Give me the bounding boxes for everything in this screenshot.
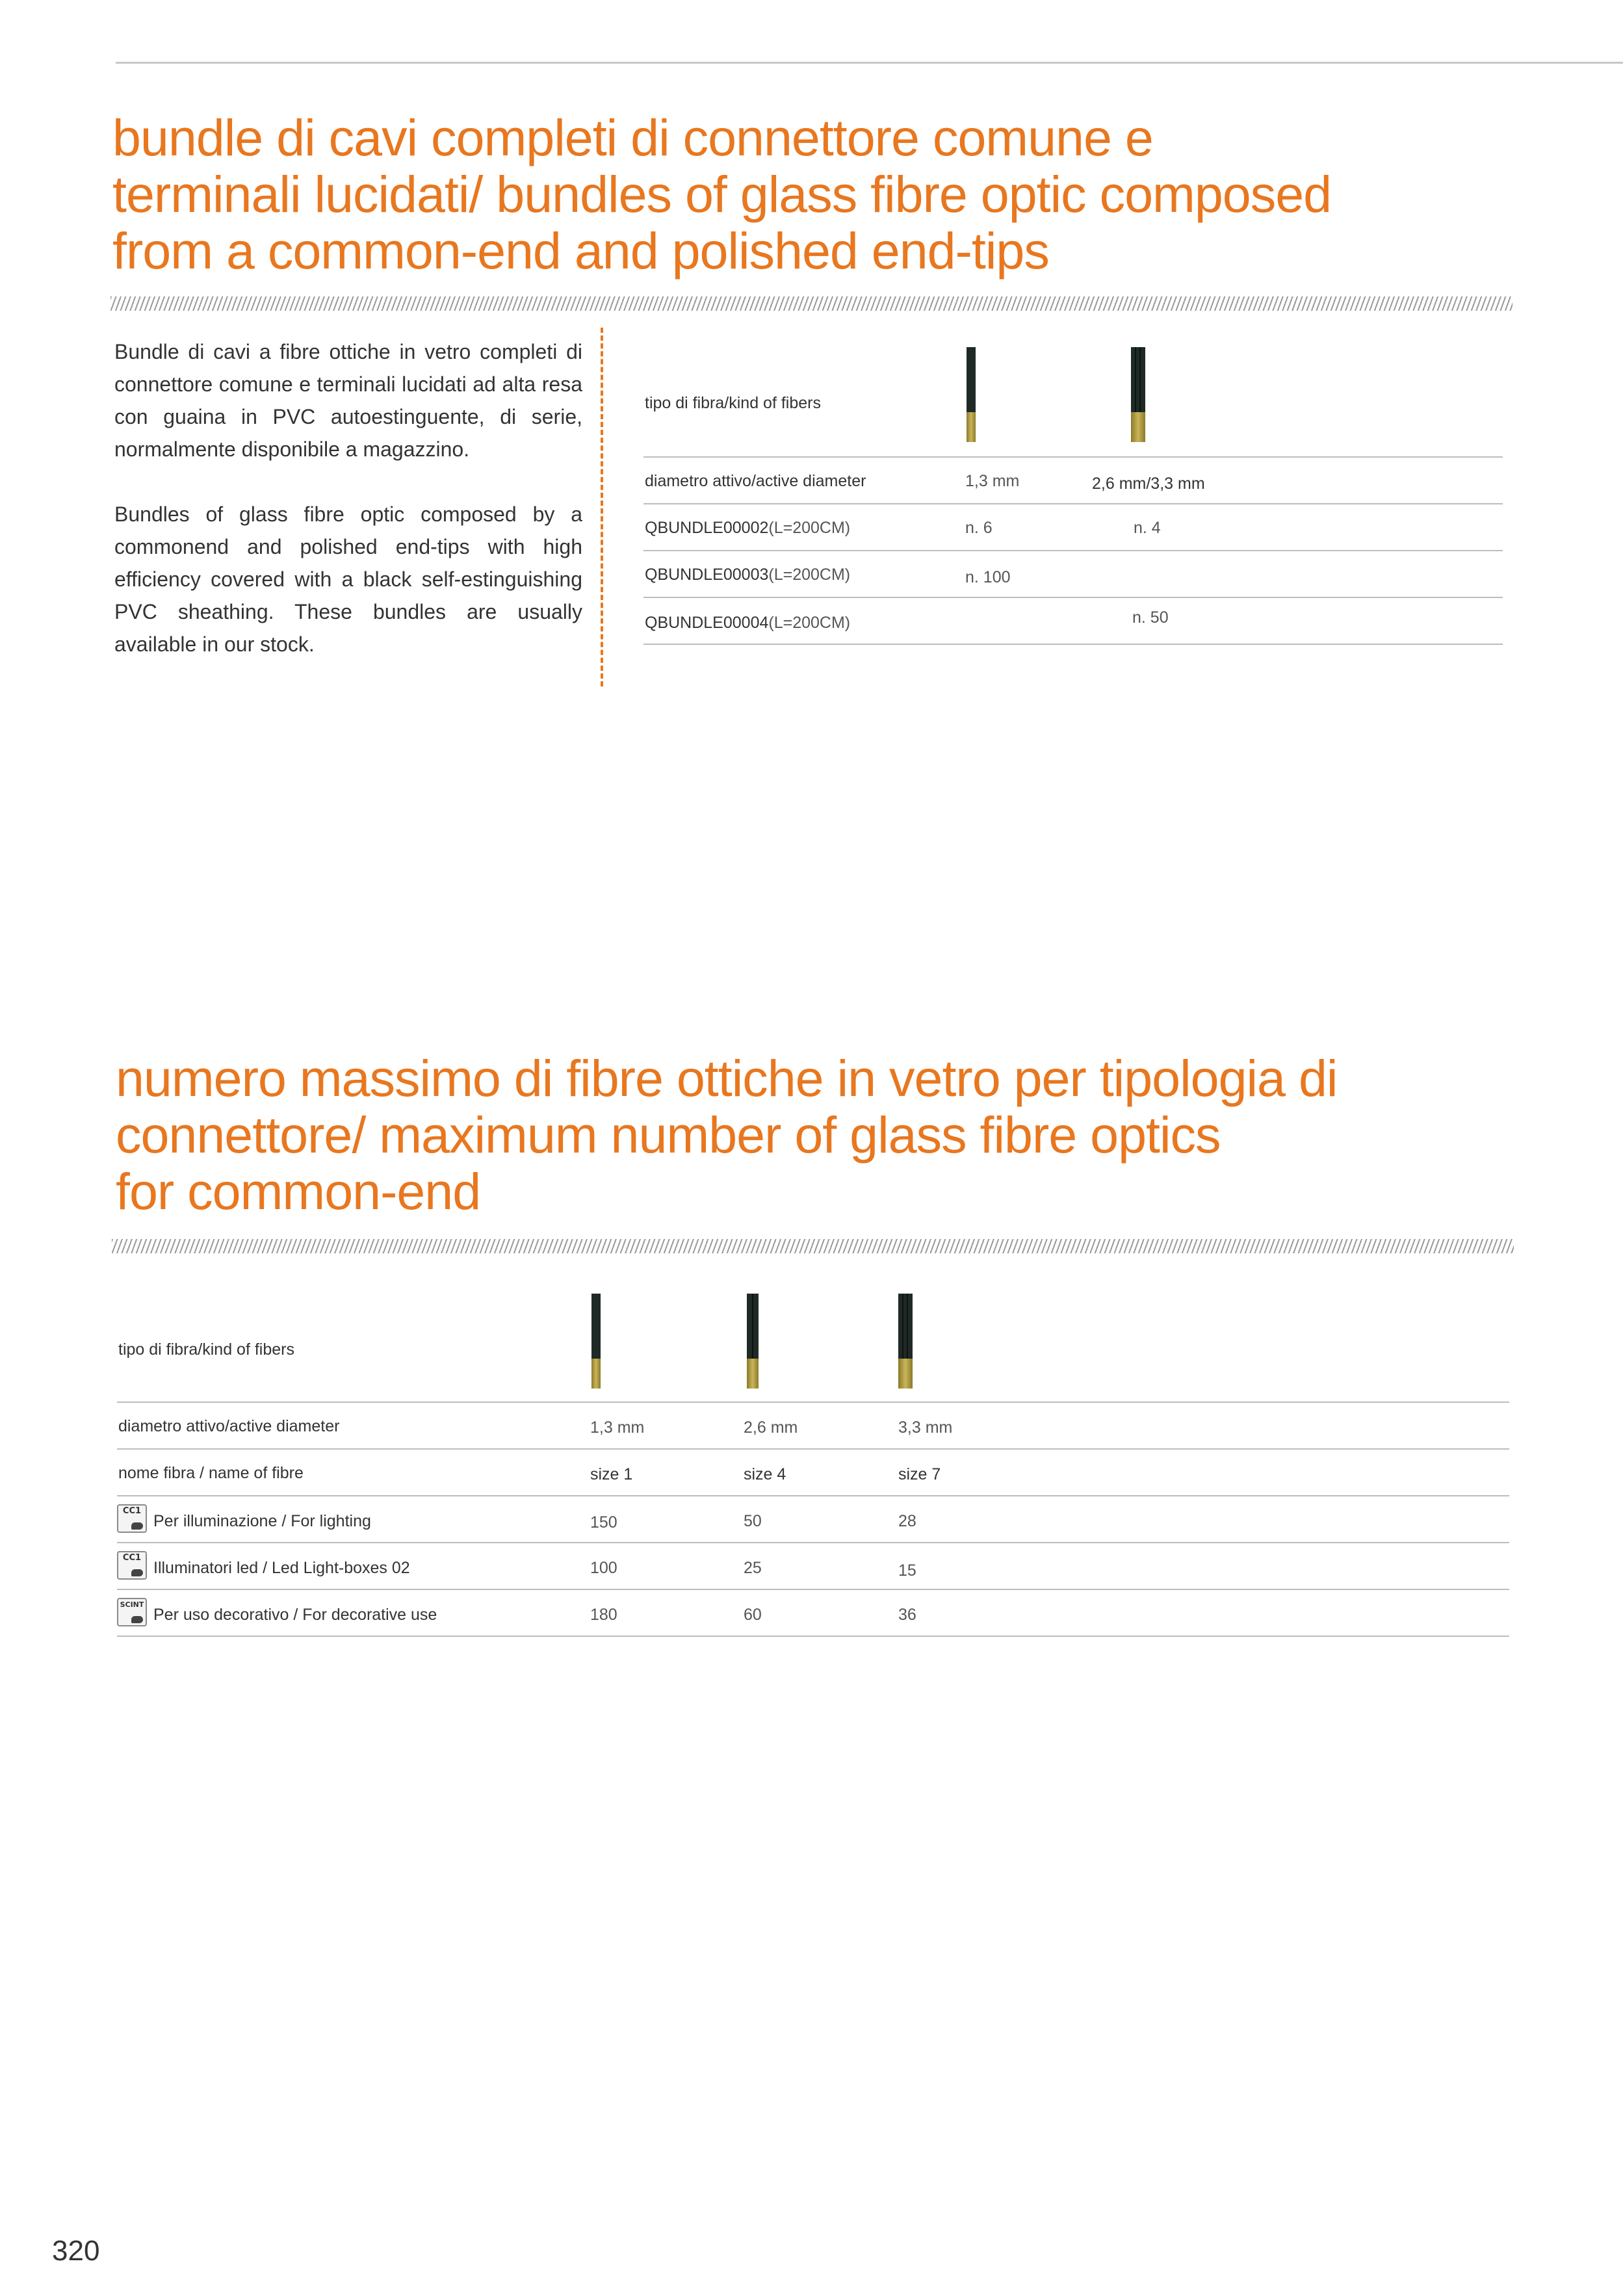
section1-intro: [114, 335, 582, 693]
fiber-size1-image: [591, 1294, 601, 1389]
fibre-name: size 7: [898, 1465, 941, 1483]
max-fibres-value: 50: [744, 1512, 762, 1530]
diameter-value: 3,3 mm: [898, 1418, 953, 1437]
intro-italian: Bundle di cavi a fibre ottiche in vetro completi di connettore comune e terminali lucidati ad alta resa con guaina in PVC autoestinguente, di serie, normalmente disponibile a magazzino.: [114, 340, 582, 461]
usage-label: Per illuminazione / For lighting: [153, 1512, 371, 1530]
table-row: [643, 504, 1503, 551]
section1-title: [112, 109, 1575, 279]
diameter-value: 1,3 mm: [965, 472, 1020, 490]
quantity-value: n. 4: [1134, 519, 1161, 537]
diameter-value: 2,6 mm: [744, 1418, 798, 1437]
table-row-fiber-type: [643, 338, 1503, 458]
hatched-divider: [110, 296, 1513, 311]
section2-title: [116, 1050, 1578, 1220]
table-row: [117, 1590, 1509, 1637]
table-row-diameter: [643, 458, 1503, 504]
diameter-label: diametro attivo/active diameter: [118, 1417, 340, 1435]
name-label: nome fibra / name of fibre: [118, 1464, 304, 1482]
top-rule: [116, 62, 1623, 64]
intro-english: Bundles of glass fibre optic composed by a commonend and polished end-tips with high efficiency covered with a black self-estinguishing PVC sheathing. These bundles are usually available in our stock.: [114, 502, 582, 656]
diameter-value: 2,6 mm/3,3 mm: [1092, 475, 1205, 493]
table-row-diameter: [117, 1403, 1509, 1450]
section2-title-line: numero massimo di fibre ottiche in vetro per tipologia di: [116, 1049, 1338, 1107]
bundle-table: [643, 338, 1503, 645]
quantity-value: n. 50: [1132, 608, 1169, 627]
max-fibres-value: 15: [898, 1561, 916, 1580]
table-row: [643, 598, 1503, 645]
max-fibres-value: 36: [898, 1606, 916, 1624]
max-fibres-value: 150: [590, 1513, 617, 1532]
diameter-label: diametro attivo/active diameter: [645, 472, 866, 490]
max-fibres-value: 100: [590, 1559, 617, 1577]
usage-label: Per uso decorativo / For decorative use: [153, 1606, 437, 1624]
fiber-thin-image: [967, 347, 976, 442]
table-row: [117, 1543, 1509, 1590]
table-row-name: [117, 1450, 1509, 1496]
table-row: [117, 1496, 1509, 1543]
section1-title-line: from a common-end and polished end-tips: [112, 222, 1049, 280]
product-code: QBUNDLE00003(L=200CM): [645, 566, 851, 584]
fiber-size7-image: [898, 1294, 913, 1389]
max-fibres-table: [117, 1287, 1509, 1637]
product-code: QBUNDLE00002(L=200CM): [645, 519, 851, 537]
fiber-thick-image: [1131, 347, 1145, 442]
dashed-separator: [601, 328, 603, 686]
product-code: QBUNDLE00004(L=200CM): [645, 614, 851, 632]
hatched-divider: [112, 1239, 1514, 1253]
cc1-led-connector-icon: CC1: [117, 1551, 147, 1580]
fiber-type-label: tipo di fibra/kind of fibers: [118, 1340, 294, 1359]
section1-title-line: terminali lucidati/ bundles of glass fibre optic composed: [112, 165, 1332, 223]
section2-title-line: for common-end: [116, 1162, 481, 1220]
section2-title-line: connettore/ maximum number of glass fibre optics: [116, 1106, 1221, 1164]
table-row-fiber-type: [117, 1287, 1509, 1403]
fiber-type-label: tipo di fibra/kind of fibers: [645, 394, 821, 412]
fiber-size4-image: [747, 1294, 759, 1389]
max-fibres-value: 180: [590, 1606, 617, 1624]
section1-title-line: bundle di cavi completi di connettore comune e: [112, 109, 1153, 166]
cc1-connector-icon: CC1: [117, 1504, 147, 1533]
scint-connector-icon: SCINT: [117, 1598, 147, 1626]
page-number: 320: [52, 2235, 100, 2267]
quantity-value: n. 6: [965, 519, 993, 537]
diameter-value: 1,3 mm: [590, 1418, 645, 1437]
max-fibres-value: 25: [744, 1559, 762, 1577]
max-fibres-value: 28: [898, 1512, 916, 1530]
fibre-name: size 4: [744, 1465, 786, 1483]
usage-label: Illuminatori led / Led Light-boxes 02: [153, 1559, 410, 1577]
fibre-name: size 1: [590, 1465, 633, 1483]
quantity-value: n. 100: [965, 568, 1011, 586]
max-fibres-value: 60: [744, 1606, 762, 1624]
table-row: [643, 551, 1503, 598]
